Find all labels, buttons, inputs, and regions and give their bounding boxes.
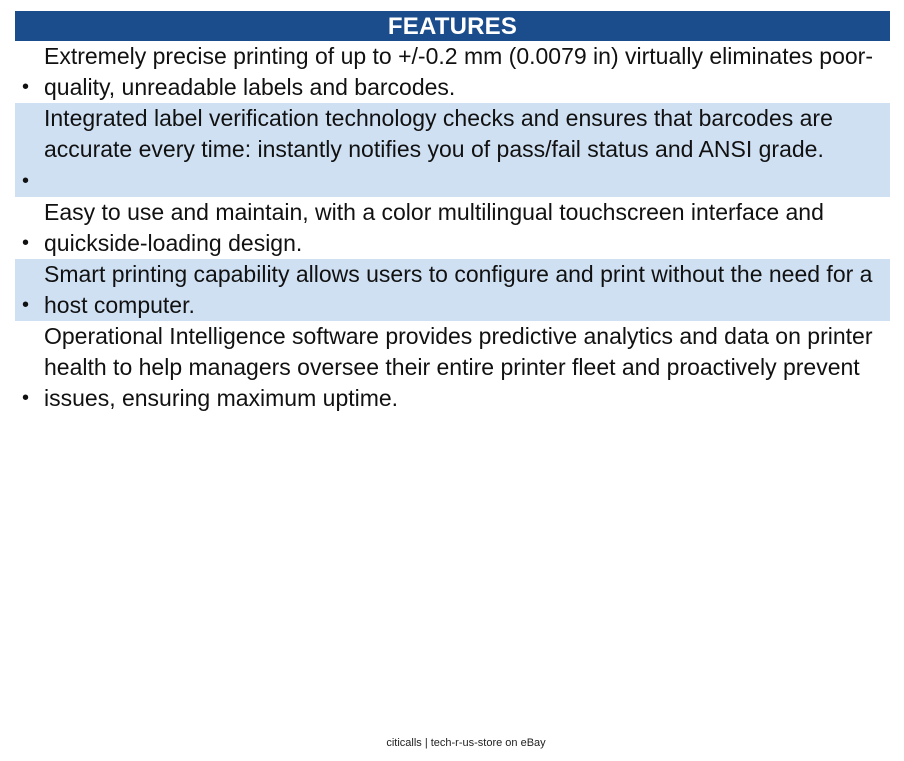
feature-item-4 — [15, 259, 890, 321]
feature-text: Smart printing capability allows users to configure and print without the need for a host computer. — [44, 261, 873, 318]
feature-text: Easy to use and maintain, with a color multilingual touchscreen interface and quickside-loading design. — [44, 199, 824, 256]
feature-item-5 — [15, 321, 890, 414]
bullet-icon: • — [22, 76, 30, 98]
feature-item-2 — [15, 103, 890, 197]
feature-item-3 — [15, 197, 890, 259]
bullet-icon: • — [22, 294, 30, 316]
bullet-icon: • — [22, 170, 30, 192]
bullet-icon: • — [22, 387, 30, 409]
feature-text: Extremely precise printing of up to +/-0.2 mm (0.0079 in) virtually eliminates poor-quality, unreadable labels and barcodes. — [44, 43, 873, 100]
feature-text: Integrated label verification technology checks and ensures that barcodes are accurate every time: instantly notifies you of pass/fail status and ANSI grade. — [44, 105, 833, 162]
footer-credit: citicalls | tech-r-us-store on eBay — [386, 737, 546, 749]
feature-item-1 — [15, 41, 890, 103]
bullet-icon: • — [22, 232, 30, 254]
feature-text: Operational Intelligence software provides predictive analytics and data on printer health to help managers oversee their entire printer fleet and proactively prevent issues, ensuring maximum uptime. — [44, 323, 873, 411]
features-heading: FEATURES — [15, 11, 890, 41]
features-panel — [15, 11, 890, 414]
